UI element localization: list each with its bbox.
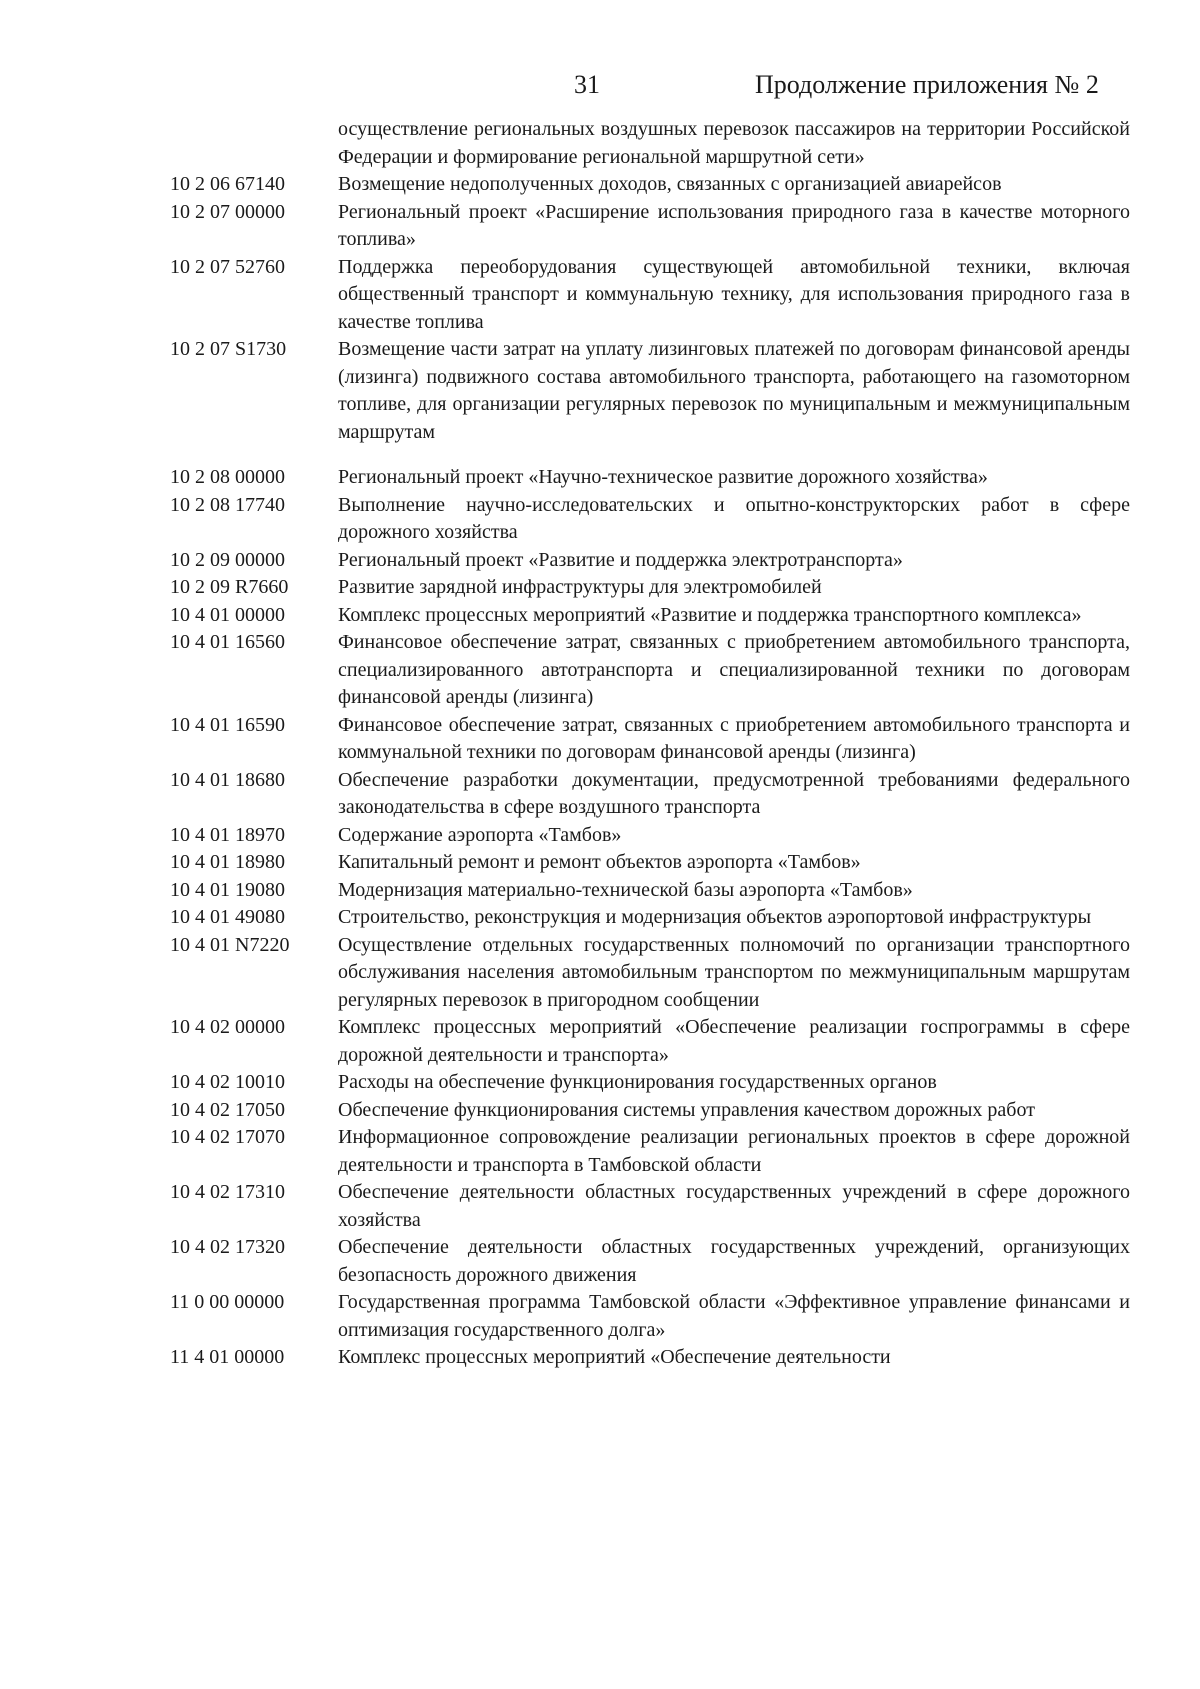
- classification-description: Комплекс процессных мероприятий «Обеспечение реализации госпрограммы в сфере дорожной деятельности и транспорта»: [338, 1016, 1130, 1066]
- classification-code: 10 4 01 18970: [170, 823, 285, 846]
- classification-code: 10 2 06 67140: [170, 173, 285, 195]
- classification-description: Комплекс процессных мероприятий «Обеспечение деятельности: [338, 1346, 891, 1368]
- classification-code: 10 4 01 19080: [170, 878, 285, 901]
- classification-description: осуществление региональных воздушных перевозок пассажиров на территории Российской Федерации и формирование региональной маршрутной сети»: [338, 118, 1130, 168]
- classification-code: 10 4 02 17070: [170, 1126, 285, 1148]
- list-item: [170, 822, 1130, 850]
- list-item: [170, 1344, 1130, 1372]
- classification-description: Обеспечение деятельности областных государственных учреждений в сфере дорожного хозяйства: [338, 1181, 1130, 1231]
- classification-description: Региональный проект «Развитие и поддержка электротранспорта»: [338, 548, 903, 571]
- list-item: [170, 492, 1130, 547]
- classification-code: 10 2 07 52760: [170, 255, 285, 278]
- classification-code: 10 4 01 00000: [170, 603, 285, 626]
- list-item: [170, 932, 1130, 1015]
- list-item: [170, 904, 1130, 932]
- classification-code: 10 2 07 00000: [170, 200, 285, 223]
- classification-description: Поддержка переоборудования существующей автомобильной техники, включая общественный транспорт и коммунальную технику, для использования природного газа в качестве топлива: [338, 255, 1130, 333]
- list-item: [170, 712, 1130, 767]
- list-item: [170, 1289, 1130, 1344]
- list-item: [170, 171, 1130, 199]
- classification-code: 11 0 00 00000: [170, 1291, 285, 1313]
- list-item: [170, 629, 1130, 712]
- classification-description: Обеспечение разработки документации, предусмотренной требованиями федерального законодательства в сфере воздушного транспорта: [338, 768, 1130, 818]
- list-item: [170, 877, 1130, 905]
- classification-description: Развитие зарядной инфраструктуры для электромобилей: [338, 576, 822, 598]
- page-header: [0, 70, 1200, 110]
- classification-code: 10 2 09 R7660: [170, 576, 289, 598]
- list-item: [170, 254, 1130, 337]
- list-item: [170, 199, 1130, 254]
- list-item: [170, 1179, 1130, 1234]
- list-item: [170, 547, 1130, 575]
- classification-description: Государственная программа Тамбовской области «Эффективное управление финансами и оптимизация государственного долга»: [338, 1291, 1130, 1341]
- list-item: [170, 1234, 1130, 1289]
- classification-code: 10 2 08 00000: [170, 466, 285, 488]
- classification-description: Строительство, реконструкция и модернизация объектов аэропортовой инфраструктуры: [338, 906, 1092, 928]
- classification-code: 10 2 07 S1730: [170, 338, 287, 360]
- classification-code: 10 4 02 17320: [170, 1236, 285, 1258]
- classification-description: Капитальный ремонт и ремонт объектов аэропорта «Тамбов»: [338, 851, 861, 873]
- classification-code: 10 4 01 18980: [170, 851, 285, 873]
- list-item: [170, 1124, 1130, 1179]
- classification-description: Региональный проект «Расширение использования природного газа в качестве моторного топлива»: [338, 200, 1130, 250]
- classification-description: Возмещение недополученных доходов, связанных с организацией авиарейсов: [338, 173, 1002, 195]
- classification-description: Осуществление отдельных государственных полномочий по организации транспортного обслуживания населения автомобильным транспортом по межмуниципальным маршрутам регулярных перевозок в пригородном сообщении: [338, 933, 1130, 1011]
- classification-description: Региональный проект «Научно-техническое развитие дорожного хозяйства»: [338, 466, 988, 488]
- list-item: [170, 1069, 1130, 1097]
- classification-description: Возмещение части затрат на уплату лизинговых платежей по договорам финансовой аренды (лизинга) подвижного состава автомобильного транспорта, работающего на газомоторном топливе, для организации регулярных перевозок по муниципальным и межмуниципальным маршрутам: [338, 338, 1130, 443]
- classification-description: Комплекс процессных мероприятий «Развитие и поддержка транспортного комплекса»: [338, 603, 1082, 626]
- list-item: [170, 116, 1130, 171]
- list-item: [170, 464, 1130, 492]
- classification-code: 10 2 08 17740: [170, 493, 285, 516]
- appendix-continuation-title: Продолжение приложения № 2: [755, 70, 1099, 99]
- classification-description: Финансовое обеспечение затрат, связанных с приобретением автомобильного транспорта и коммунальной техники по договорам финансовой аренды (лизинга): [338, 713, 1130, 763]
- classification-description: Расходы на обеспечение функционирования государственных органов: [338, 1071, 937, 1093]
- classification-code: [170, 116, 338, 171]
- classification-code: 10 4 02 17310: [170, 1181, 285, 1203]
- classification-code: 10 2 09 00000: [170, 548, 285, 571]
- classification-code: 10 4 02 10010: [170, 1071, 285, 1093]
- list-item: [170, 1014, 1130, 1069]
- classification-code: 10 4 01 N7220: [170, 933, 290, 956]
- list-item: [170, 1097, 1130, 1125]
- classification-description: Обеспечение деятельности областных государственных учреждений, организующих безопасность дорожного движения: [338, 1236, 1130, 1286]
- list-item: [170, 336, 1130, 446]
- budget-classification-list: [170, 116, 1130, 1372]
- classification-description: Информационное сопровождение реализации региональных проектов в сфере дорожной деятельности и транспорта в Тамбовской области: [338, 1126, 1130, 1176]
- page-number: 31: [574, 70, 600, 99]
- row-spacer: [170, 446, 1130, 464]
- list-item: [170, 602, 1130, 630]
- classification-code: 10 4 01 18680: [170, 768, 285, 791]
- classification-code: 10 4 02 00000: [170, 1016, 285, 1038]
- classification-code: 10 4 01 49080: [170, 906, 285, 928]
- classification-code: 11 4 01 00000: [170, 1346, 285, 1368]
- list-item: [170, 849, 1130, 877]
- classification-code: 10 4 01 16560: [170, 631, 285, 653]
- classification-description: Выполнение научно-исследовательских и опытно-конструкторских работ в сфере дорожного хозяйства: [338, 493, 1130, 543]
- classification-code: 10 4 01 16590: [170, 713, 285, 736]
- classification-code: 10 4 02 17050: [170, 1098, 285, 1121]
- classification-description: Модернизация материально-технической базы аэропорта «Тамбов»: [338, 878, 913, 901]
- list-item: [170, 767, 1130, 822]
- classification-description: Обеспечение функционирования системы управления качеством дорожных работ: [338, 1098, 1035, 1121]
- classification-description: Финансовое обеспечение затрат, связанных с приобретением автомобильного транспорта, специализированного автотранспорта и специализированной техники по договорам финансовой аренды (лизинга): [338, 631, 1130, 708]
- classification-description: Содержание аэропорта «Тамбов»: [338, 823, 622, 846]
- list-item: [170, 574, 1130, 602]
